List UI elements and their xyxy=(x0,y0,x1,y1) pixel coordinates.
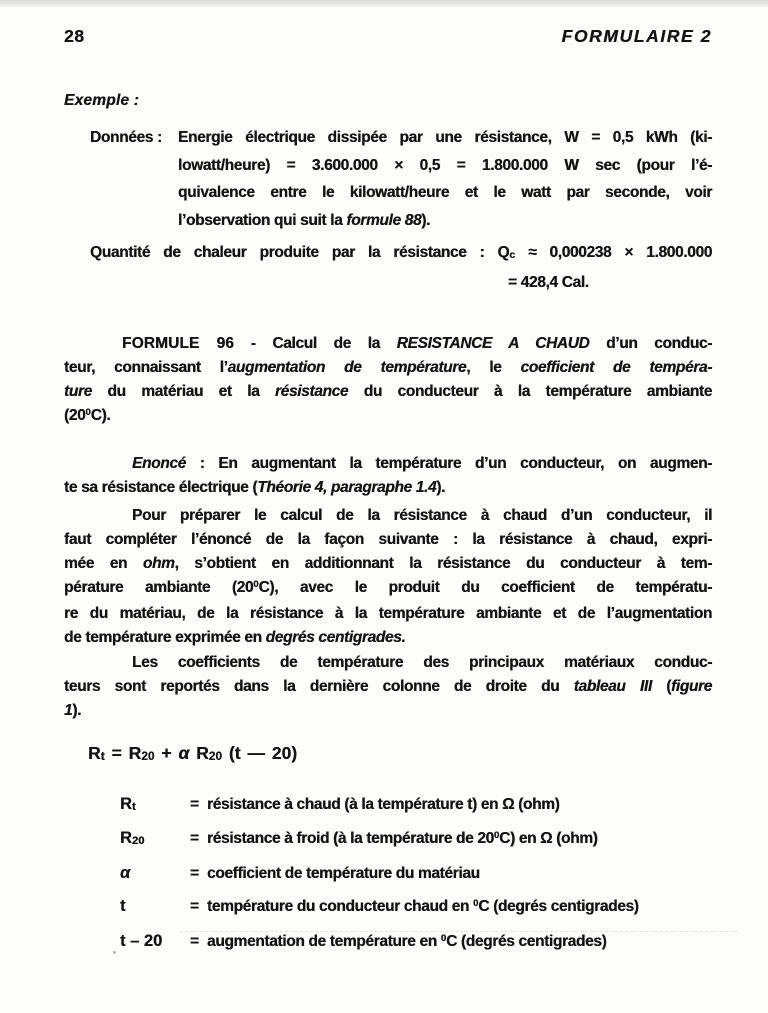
formula-symbol: t – 20 xyxy=(120,932,163,950)
text-line: de température exprimée en degrés centigrades. xyxy=(64,629,406,646)
page-header xyxy=(64,26,712,46)
equals-sign: = xyxy=(190,933,199,950)
paragraph-quantite xyxy=(64,239,712,296)
text-line: Les coefficients de température des principaux matériaux conduc- xyxy=(132,654,712,671)
equals-sign: = xyxy=(190,830,199,847)
equals-sign: = xyxy=(190,796,199,813)
text-line: Energie électrique dissipée par une résistance, W = 0,5 kWh (ki- xyxy=(178,129,712,146)
donnees-text xyxy=(178,124,712,234)
example-heading: Exemple : xyxy=(64,92,140,109)
scan-line-artifact xyxy=(180,931,738,932)
equals-sign: = xyxy=(190,865,199,882)
formula-symbol: α xyxy=(120,864,131,882)
text-line: lowatt/heure) = 3.600.000 × 0,5 = 1.800.000 W sec (pour l’é- xyxy=(178,156,712,174)
symbol-description: coefficient de température du matériau xyxy=(207,865,480,882)
symbol-description: résistance à chaud (à la température t) en Ω (ohm) xyxy=(207,796,560,813)
text-line: quivalence entre le kilowatt/heure et le watt par seconde, voir xyxy=(178,184,712,201)
text-line: teur, connaissant l’augmentation de température, le coefficient de tempéra- xyxy=(64,359,712,376)
formula-symbol: R20 xyxy=(120,829,145,848)
paragraph-enonce xyxy=(64,452,712,500)
text-line: FORMULE 96 - Calcul de la RESISTANCE A CHAUD d’un conduc- xyxy=(122,335,712,352)
paragraph-coefficients xyxy=(64,651,712,723)
text-line: faut compléter l’énoncé de la façon suivante : la résistance à chaud, expri- xyxy=(64,531,712,548)
text-line: teurs sont reportés dans la dernière colonne de droite du tableau III (figure xyxy=(64,678,712,695)
symbol-description: augmentation de température en $^0$C (degrés centigrades) xyxy=(207,933,607,950)
donnees-label: Données : xyxy=(90,129,162,146)
scan-speck-artifact xyxy=(113,951,116,954)
paragraph-formule-96 xyxy=(64,332,712,430)
definition-row xyxy=(120,827,712,852)
page-number: 28 xyxy=(64,26,85,46)
text-line: Enoncé : En augmentant la température d’un conducteur, on augmen- xyxy=(132,455,712,472)
paragraph-preparation xyxy=(64,504,712,650)
definition-row xyxy=(120,930,712,955)
text-line: re du matériau, de la résistance à la température ambiante et de l’augmentation xyxy=(64,605,712,622)
symbol-description: résistance à froid (à la température de $20^0C$) en Ω (ohm) xyxy=(207,830,598,847)
resistance-formula: Rt = R20 + α R20 (t — 20) xyxy=(88,743,298,764)
definition-row xyxy=(120,862,712,885)
text-line: te sa résistance électrique (Théorie 4, paragraphe 1.4). xyxy=(64,479,446,496)
text-line: pérature ambiante $(20^0C)$, avec le produit du coefficient de températu- xyxy=(64,579,712,596)
book-title: FORMULAIRE 2 xyxy=(561,26,712,46)
text-line: Pour préparer le calcul de la résistance à chaud d’un conducteur, il xyxy=(132,507,712,524)
text-line: = 428,4 Cal. xyxy=(508,273,589,291)
text-line: mée en ohm, s’obtient en additionnant la résistance du conducteur à tem- xyxy=(64,555,713,572)
text-line: ture du matériau et la résistance du conducteur à la température ambiante xyxy=(64,383,713,400)
text-line: l’observation qui suit la formule 88). xyxy=(178,211,430,229)
text-line: Quantité de chaleur produite par la résistance : Qc ≈ 0,000238 × 1.800.000 xyxy=(90,244,712,262)
symbol-description: température du conducteur chaud en $^0$C (degrés centigrades) xyxy=(207,898,639,915)
definition-row xyxy=(120,895,712,920)
text-line: $(20^0C)$. xyxy=(64,407,111,424)
scan-edge-artifact xyxy=(0,0,768,7)
definition-row xyxy=(120,793,712,817)
paragraph-donnees xyxy=(64,124,712,234)
text-line: 1). xyxy=(64,702,82,719)
equals-sign: = xyxy=(190,898,199,915)
formula-symbol: Rt xyxy=(120,795,136,814)
formula-symbol: t xyxy=(120,897,126,915)
